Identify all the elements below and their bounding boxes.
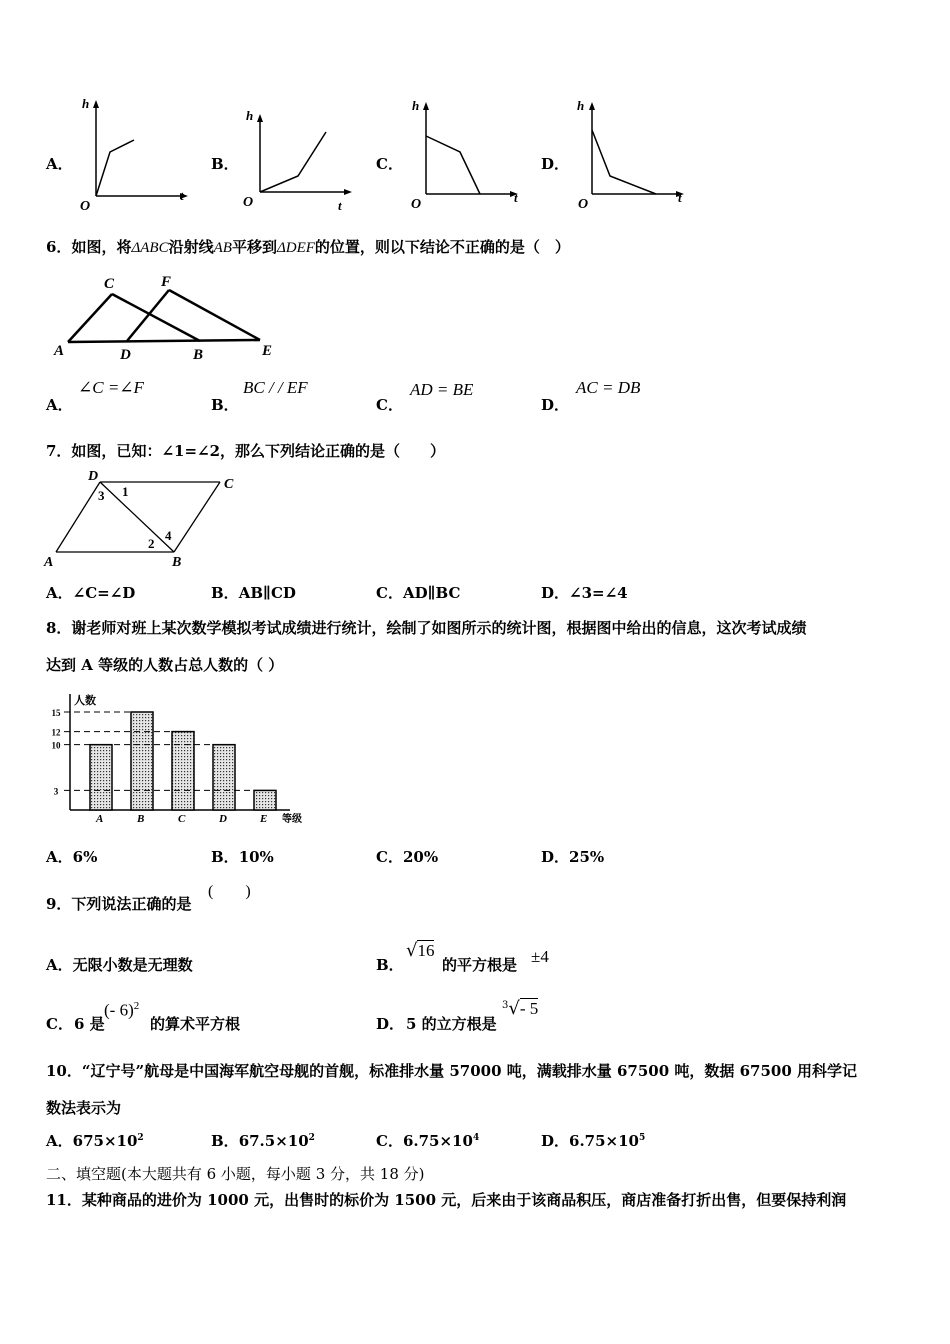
axis-label-t: t bbox=[338, 198, 342, 213]
q9-option-b-radical: √16 bbox=[406, 940, 435, 961]
q8-option-a: A．6% bbox=[46, 848, 98, 866]
q9-option-c-pre: 6 是 bbox=[74, 1015, 105, 1033]
question-11-text: 11．某种商品的进价为 1000 元，出售时的标价为 1500 元，后来由于该商品积压，商店准备打折出售，但要保持利润 bbox=[46, 1191, 847, 1209]
q6-option-a-math: ∠C =∠F bbox=[78, 378, 144, 397]
q9-option-d-letter: D． bbox=[376, 1015, 405, 1033]
q9-option-b-text: 的平方根是 bbox=[442, 956, 518, 974]
q5-graph-b bbox=[240, 98, 360, 218]
question-7-text: 7．如图，已知：∠1=∠2，那么下列结论正确的是（ ） bbox=[46, 442, 446, 460]
x-tick-b: B bbox=[137, 813, 145, 825]
q6-option-b-letter: B． bbox=[211, 396, 239, 414]
angle-label-4: 4 bbox=[165, 528, 172, 543]
q10-option-d: D．$6.75\times 10^5$ bbox=[541, 1132, 646, 1150]
question-8-line1: 8．谢老师对班上某次数学模拟考试成绩进行统计，绘制了如图所示的统计图，根据图中给出的信息，这次考试成绩 bbox=[46, 619, 807, 637]
q10-option-b: B．$67.5\times 10^2$ bbox=[211, 1132, 315, 1150]
section-2-title: 二、填空题(本大题共有 6 小题，每小题 3 分，共 18 分) bbox=[46, 1165, 425, 1183]
q9-option-c-text: 的算术平方根 bbox=[150, 1015, 241, 1033]
y-axis-label: 人数 bbox=[74, 695, 96, 707]
question-6-text: 6．如图，将ΔABC沿射线AB平移到ΔDEF的位置，则以下结论不正确的是（ ） bbox=[46, 238, 570, 256]
point-label-a: A bbox=[44, 555, 54, 570]
q9-option-d-text: 5 的立方根是 bbox=[406, 1015, 497, 1033]
q6-option-d-letter: D． bbox=[541, 396, 570, 414]
axis-label-h: h bbox=[577, 98, 585, 113]
point-label-b: B bbox=[172, 555, 182, 570]
q9-option-a: A．无限小数是无理数 bbox=[46, 956, 193, 974]
q6-option-d-math: AC = DB bbox=[576, 378, 641, 397]
q8-option-b: B．10% bbox=[211, 848, 274, 866]
angle-label-1: 1 bbox=[122, 484, 129, 499]
point-label-c: C bbox=[104, 276, 115, 292]
q9-option-c-letter: C． bbox=[46, 1015, 73, 1033]
q8-option-d: D．25% bbox=[541, 848, 605, 866]
q5-option-a-letter: A． bbox=[46, 155, 73, 173]
q8-option-c: C．20% bbox=[376, 848, 439, 866]
q9-option-d-cuberoot: $^3$√- 5 bbox=[502, 998, 539, 1019]
bar-a bbox=[90, 745, 112, 810]
q5-option-b-letter: B． bbox=[211, 155, 239, 173]
point-label-c: C bbox=[224, 477, 234, 492]
q5-graph-a bbox=[76, 96, 196, 216]
axis-label-h: h bbox=[412, 98, 420, 113]
q9-option-c-power: (- 6)$^2$ bbox=[104, 1000, 140, 1020]
x-tick-e: E bbox=[260, 813, 268, 825]
q7-parallelogram-figure bbox=[44, 468, 254, 572]
angle-label-2: 2 bbox=[148, 536, 155, 551]
point-label-d: D bbox=[120, 347, 131, 363]
origin-label: O bbox=[411, 197, 422, 212]
q5-option-d-letter: D． bbox=[541, 155, 570, 173]
question-8-line2: 达到 A 等级的人数占总人数的（ ） bbox=[46, 656, 284, 674]
axis-label-t: t bbox=[514, 190, 518, 205]
bar-c bbox=[172, 732, 194, 810]
y-tick-12: 12 bbox=[51, 727, 61, 738]
q6-option-c-letter: C． bbox=[376, 396, 403, 414]
point-label-d: D bbox=[88, 469, 99, 484]
axis-label-h: h bbox=[246, 108, 254, 123]
origin-label: O bbox=[578, 197, 589, 212]
q5-option-c-letter: C． bbox=[376, 155, 403, 173]
question-9-text: 9．下列说法正确的是 bbox=[46, 895, 192, 913]
q8-bar-chart bbox=[40, 690, 310, 830]
q10-option-c: C．$6.75\times 10^4$ bbox=[376, 1132, 480, 1150]
y-tick-10: 10 bbox=[51, 740, 61, 751]
angle-label-3: 3 bbox=[98, 488, 105, 503]
q7-option-b: B．AB∥CD bbox=[211, 584, 296, 602]
q10-option-a: A．$675\times 10^2$ bbox=[46, 1132, 144, 1150]
origin-label: O bbox=[243, 195, 254, 210]
q6-option-b-math: BC / / EF bbox=[243, 378, 308, 397]
point-label-e: E bbox=[262, 343, 273, 359]
y-tick-15: 15 bbox=[51, 708, 61, 718]
q7-option-d: D．∠3=∠4 bbox=[541, 584, 628, 602]
question-10-line2: 数法表示为 bbox=[46, 1099, 122, 1117]
q6-option-c-math: AD = BE bbox=[410, 380, 474, 399]
axis-label-h: h bbox=[82, 96, 90, 111]
q7-option-a: A．∠C=∠D bbox=[46, 584, 136, 602]
axis-label-t: t bbox=[678, 190, 682, 205]
x-tick-c: C bbox=[178, 813, 186, 825]
axis-label-t: t bbox=[180, 188, 184, 203]
x-tick-a: A bbox=[96, 813, 104, 825]
bar-d bbox=[213, 745, 235, 810]
q9-option-b-value: ±4 bbox=[531, 947, 549, 966]
q5-graph-c bbox=[406, 96, 526, 216]
q5-graph-d bbox=[572, 96, 692, 216]
question-10-line1: 10．“辽宁号”航母是中国海军航空母舰的首舰，标准排水量 57000 吨，满载排水量 67500 吨，数据 67500 用科学记 bbox=[46, 1062, 858, 1080]
point-label-a: A bbox=[54, 343, 65, 359]
q6-translation-figure bbox=[50, 272, 290, 367]
question-9-paren: ( ) bbox=[208, 883, 251, 900]
x-axis-label: 等级 bbox=[282, 814, 302, 825]
point-label-b: B bbox=[193, 347, 204, 363]
q6-option-a-letter: A． bbox=[46, 396, 73, 414]
y-tick-3: 3 bbox=[53, 786, 59, 797]
x-tick-d: D bbox=[219, 813, 227, 825]
point-label-f: F bbox=[161, 274, 172, 290]
bar-b bbox=[131, 712, 153, 810]
bar-e bbox=[254, 790, 276, 810]
origin-label: O bbox=[80, 199, 91, 214]
q7-option-c: C．AD∥BC bbox=[376, 584, 461, 602]
q9-option-b-letter: B． bbox=[376, 956, 404, 974]
